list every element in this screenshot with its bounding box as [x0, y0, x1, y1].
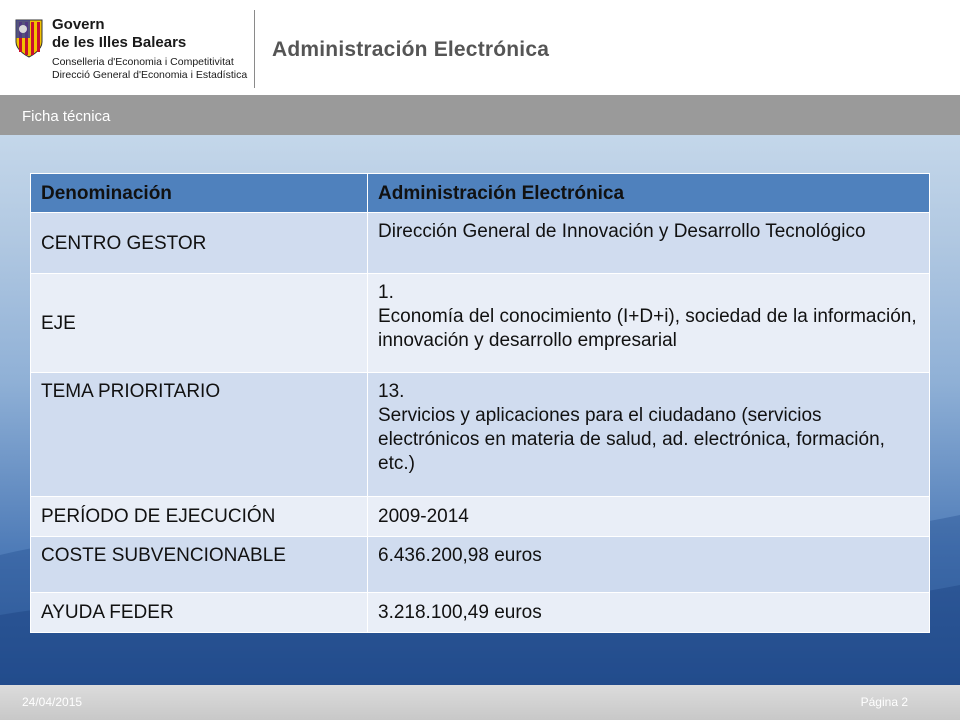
row-value: Dirección General de Innovación y Desarrollo Tecnológico [368, 213, 930, 274]
row-label: AYUDA FEDER [31, 593, 368, 633]
table-row [31, 274, 930, 373]
footer [0, 685, 960, 720]
row-value: 1. Economía del conocimiento (I+D+i), sociedad de la información, innovación y desarrollo empresarial [368, 274, 930, 373]
coat-of-arms-icon [14, 18, 44, 58]
section-bar [0, 95, 960, 135]
row-label: PERÍODO DE EJECUCIÓN [31, 497, 368, 537]
table-row [31, 213, 930, 274]
table-header-row [31, 174, 930, 213]
header-value: Administración Electrónica [368, 174, 930, 213]
table-row [31, 373, 930, 497]
footer-date: 24/04/2015 [22, 695, 83, 709]
row-value: 3.218.100,49 euros [368, 593, 930, 633]
govern-logo [12, 10, 252, 88]
page-title: Administración Electrónica [272, 38, 550, 61]
row-value: 2009-2014 [368, 497, 930, 537]
logo-title: Govern de les Illes Balears [52, 16, 187, 51]
header-label: Denominación [31, 174, 368, 213]
table-row [31, 497, 930, 537]
header-divider [254, 10, 255, 88]
header [0, 0, 960, 95]
row-value: 13. Servicios y aplicaciones para el ciudadano (servicios electrónicos en materia de salud, ad. electrónica, formación, etc.) [368, 373, 930, 497]
row-value: 6.436.200,98 euros [368, 537, 930, 593]
section-label: Ficha técnica [22, 108, 111, 125]
row-label: COSTE SUBVENCIONABLE [31, 537, 368, 593]
page-number: Página 2 [860, 695, 908, 709]
row-label: CENTRO GESTOR [31, 213, 368, 274]
row-label: EJE [31, 274, 368, 373]
logo-subtitle: Conselleria d'Economia i Competitivitat Direcció General d'Economia i Estadística [52, 56, 248, 81]
table-row [31, 537, 930, 593]
ficha-table [30, 173, 930, 633]
table-row [31, 593, 930, 633]
row-label: TEMA PRIORITARIO [31, 373, 368, 497]
